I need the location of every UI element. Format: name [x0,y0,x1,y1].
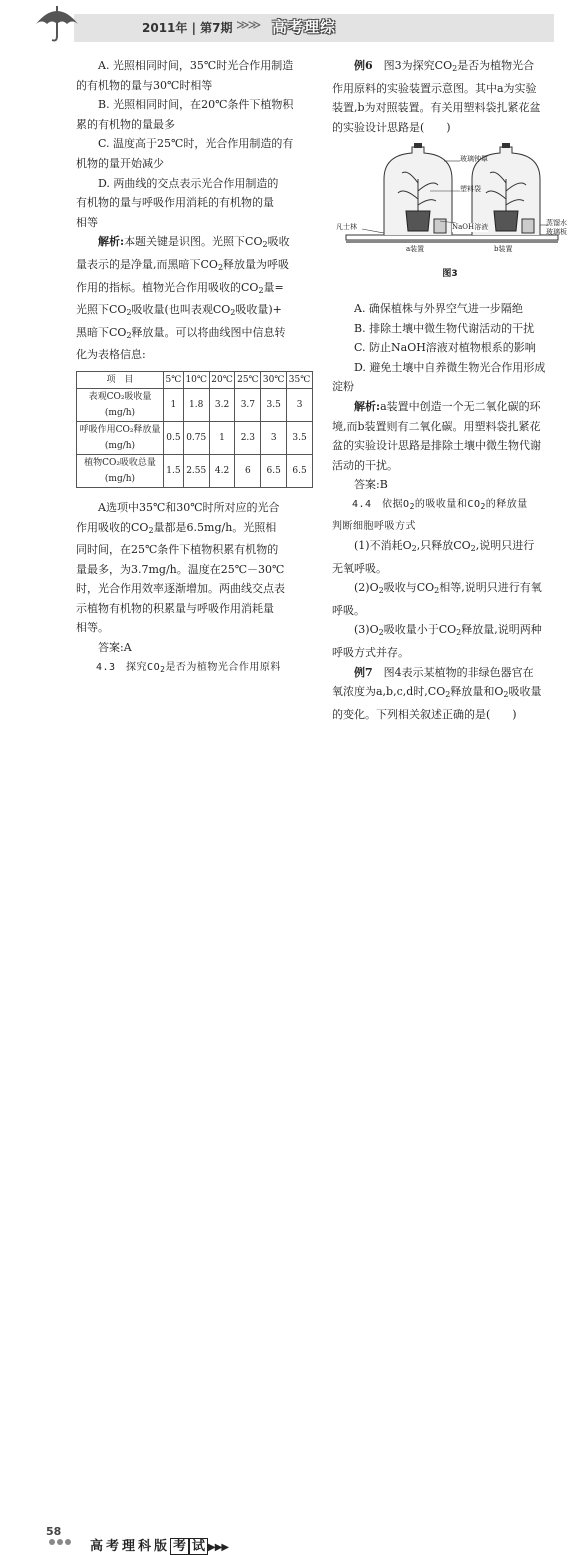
example7-line2: 氧浓度为a,b,c,d时$,CO_2$释放量和$O_2$吸收量 [332,685,542,700]
table-cell: 0.5 [164,421,184,454]
water-label: 蒸馏水 玻璃板 [546,219,567,237]
explanation-line2: 量表示的是净量,而黑暗下$CO_2$释放量为呼吸 [76,257,290,272]
table-cell: 3.5 [287,421,313,454]
item-3-line1: $(3)O_2$吸收量小于$CO_2$释放量,说明两种 [354,623,542,638]
paragraph2-line1: A选项中35℃和30℃时所对应的光合 [98,500,280,514]
plastic-bag-label: 塑料袋 [460,185,481,194]
example6-label: 例6 [354,59,373,72]
table-cell: 3.5 [261,388,287,421]
figure-caption: 图3 [442,269,458,280]
explanation-line1: 解析:a装置中创造一个无二氧化碳的环 [354,399,541,413]
device-b-label: b装置 [494,245,513,254]
figure-3-apparatus [332,139,568,259]
explanation-line5: 黑暗下$CO_2$释放量。可以将曲线图中信息转 [76,325,286,340]
table-header-cell: 5℃ [164,371,184,388]
paragraph2-line5: 时，光合作用效率逐渐增加。两曲线交点表 [76,582,285,596]
table-cell: 2.3 [235,421,261,454]
table-cell: 6.5 [261,454,287,487]
table-cell: 3.7 [235,388,261,421]
table-row [77,421,313,454]
bell-jar-label: 玻璃钟罩 [460,155,488,164]
option-d-line1: D. 避免土壤中自养微生物光合作用形成 [354,360,546,374]
apparatus-diagram [332,139,568,259]
option-a-line1: A. 光照相同时间，35℃时光合作用制造 [98,59,294,72]
paragraph2-line3: 同时间，在25℃条件下植物积累有机物的 [76,543,279,557]
option-d-line2: 有机物的量与呼吸作用消耗的有机物的量 [76,196,274,210]
table-header-row [77,371,313,388]
device-a-label: a装置 [406,245,425,254]
table-cell: 3 [261,421,287,454]
table-row [77,454,313,487]
option-d-line1: D. 两曲线的交点表示光合作用制造的 [98,176,279,190]
explanation-line2: 境,而b装置则有二氧化碳。用塑料袋扎紧花 [332,419,541,433]
example6-line2: 作用原料的实验装置示意图。其中a为实验 [332,81,537,95]
explanation-line4: 光照下$CO_2$吸收量(也叫表观$CO_2$吸收量)+ [76,303,282,318]
naoh-label: NaOH溶液 [452,223,489,232]
example7-line1: 例7 图4表示某植物的非绿色器官在 [354,665,534,679]
table-row [77,388,313,421]
paragraph2-line4: 量最多，为3.7mg/h。温度在25℃－30℃ [76,562,285,576]
example7-label: 例7 [354,665,373,679]
example6-line4: 的实验设计思路是( ) [332,120,451,134]
header-chevrons: ≫≫ [236,18,260,33]
page-header [0,0,581,44]
table-cell: 6 [235,454,261,487]
footer-arrows-icon: ▶▶▶ [208,1542,229,1553]
section-4-4-heading-line1: 4.4 依据$O_2$的吸收量和$CO_2$的释放量 [352,498,528,511]
option-a: A. 确保植株与外界空气进一步隔绝 [354,301,523,315]
table-cell: 4.2 [209,454,235,487]
option-d-line2: 淀粉 [332,380,354,394]
item-2-line1: $(2)O_2$吸收与$CO_2$相等,说明只进行有氧 [354,581,542,596]
table-cell: 6.5 [287,454,313,487]
answer-a: 答案:A [98,641,132,655]
row-label: 植物CO₂吸收总量 (mg/h) [77,454,164,487]
co2-data-table [76,371,313,488]
table-header-cell: 20℃ [209,371,235,388]
explanation-line1: 解析:本题关键是识图。光照下$CO_2$吸收 [98,235,290,250]
table-header-cell: 25℃ [235,371,261,388]
item-2-line2: 呼吸。 [332,603,365,617]
item-1-line2: 无氧呼吸。 [332,561,387,575]
example6-line3: 装置,b为对照装置。有关用塑料袋扎紧花盆 [332,101,541,115]
paragraph2-line7: 相等。 [76,621,109,635]
right-column [332,56,568,724]
left-column [76,56,313,679]
explanation-label: 解析: [354,399,381,413]
explanation-line6: 化为表格信息: [76,348,146,362]
option-c: C. 防止NaOH溶液对植物根系的影响 [354,341,536,355]
option-c-line1: C. 温度高于25℃时，光合作用制造的有 [98,137,294,151]
table-cell: 0.75 [183,421,209,454]
table-header-cell: 10℃ [183,371,209,388]
option-c-line2: 机物的量开始减少 [76,156,164,170]
item-1-line1: (1)不消耗$O_2$,只释放$CO_2$,说明只进行 [354,539,535,554]
example6-line1: 例6 图3为探究$CO_2$是否为植物光合 [354,59,535,73]
item-3-line2: 呼吸方式并存。 [332,646,409,660]
vaseline-label: 凡士林 [336,223,357,232]
option-a-line2: 的有机物的量与30℃时相等 [76,78,213,92]
section-4-3-heading: 4.3 探究$CO_2$是否为植物光合作用原料 [96,661,281,674]
row-label: 表观CO₂吸收量 (mg/h) [77,388,164,421]
page-number: 58 [46,1525,62,1538]
issue-label: 2011年 | 第7期 [142,21,233,35]
table-cell: 1.8 [183,388,209,421]
section-4-4-heading-line2: 判断细胞呼吸方式 [332,520,416,532]
table-header-cell: 30℃ [261,371,287,388]
explanation-line3: 作用的指标。植物光合作用吸收的$CO_2$量= [76,280,284,295]
option-b: B. 排除土壤中微生物代谢活动的干扰 [354,321,535,335]
page-footer [0,760,581,1554]
page-decoration-icon [48,1538,76,1546]
table-cell: 3.2 [209,388,235,421]
footer-title: 高考理科版 考 试 ▶▶▶ [90,1539,229,1554]
table-cell: 1 [164,388,184,421]
paragraph2-line6: 示植物有机物的积累量与呼吸作用消耗量 [76,601,274,615]
explanation-line3: 盆的实验设计思路是排除土壤中微生物代谢 [332,439,541,453]
table-cell: 3 [287,388,313,421]
explanation-label: 解析: [98,235,125,249]
answer-b: 答案:B [354,478,388,492]
explanation-line4: 活动的干扰。 [332,458,398,472]
table-cell: 2.55 [183,454,209,487]
journal-title: 高考理综 [272,18,337,36]
example7-line3: 的变化。下列相关叙述正确的是( ) [332,707,517,721]
table-cell: 1 [209,421,235,454]
table-header-cell: 项 目 [77,371,164,388]
row-label: 呼吸作用CO₂释放量 (mg/h) [77,421,164,454]
option-b-line1: B. 光照相同时间，在20℃条件下植物积 [98,98,294,112]
table-cell: 1.5 [164,454,184,487]
umbrella-logo-icon [32,2,82,44]
table-header-cell: 35℃ [287,371,313,388]
option-d-line3: 相等 [76,215,98,229]
paragraph2-line2: 作用吸收的$CO_2$量都是6.5mg/h。光照相 [76,520,277,535]
option-b-line2: 累的有机物的量最多 [76,117,175,131]
